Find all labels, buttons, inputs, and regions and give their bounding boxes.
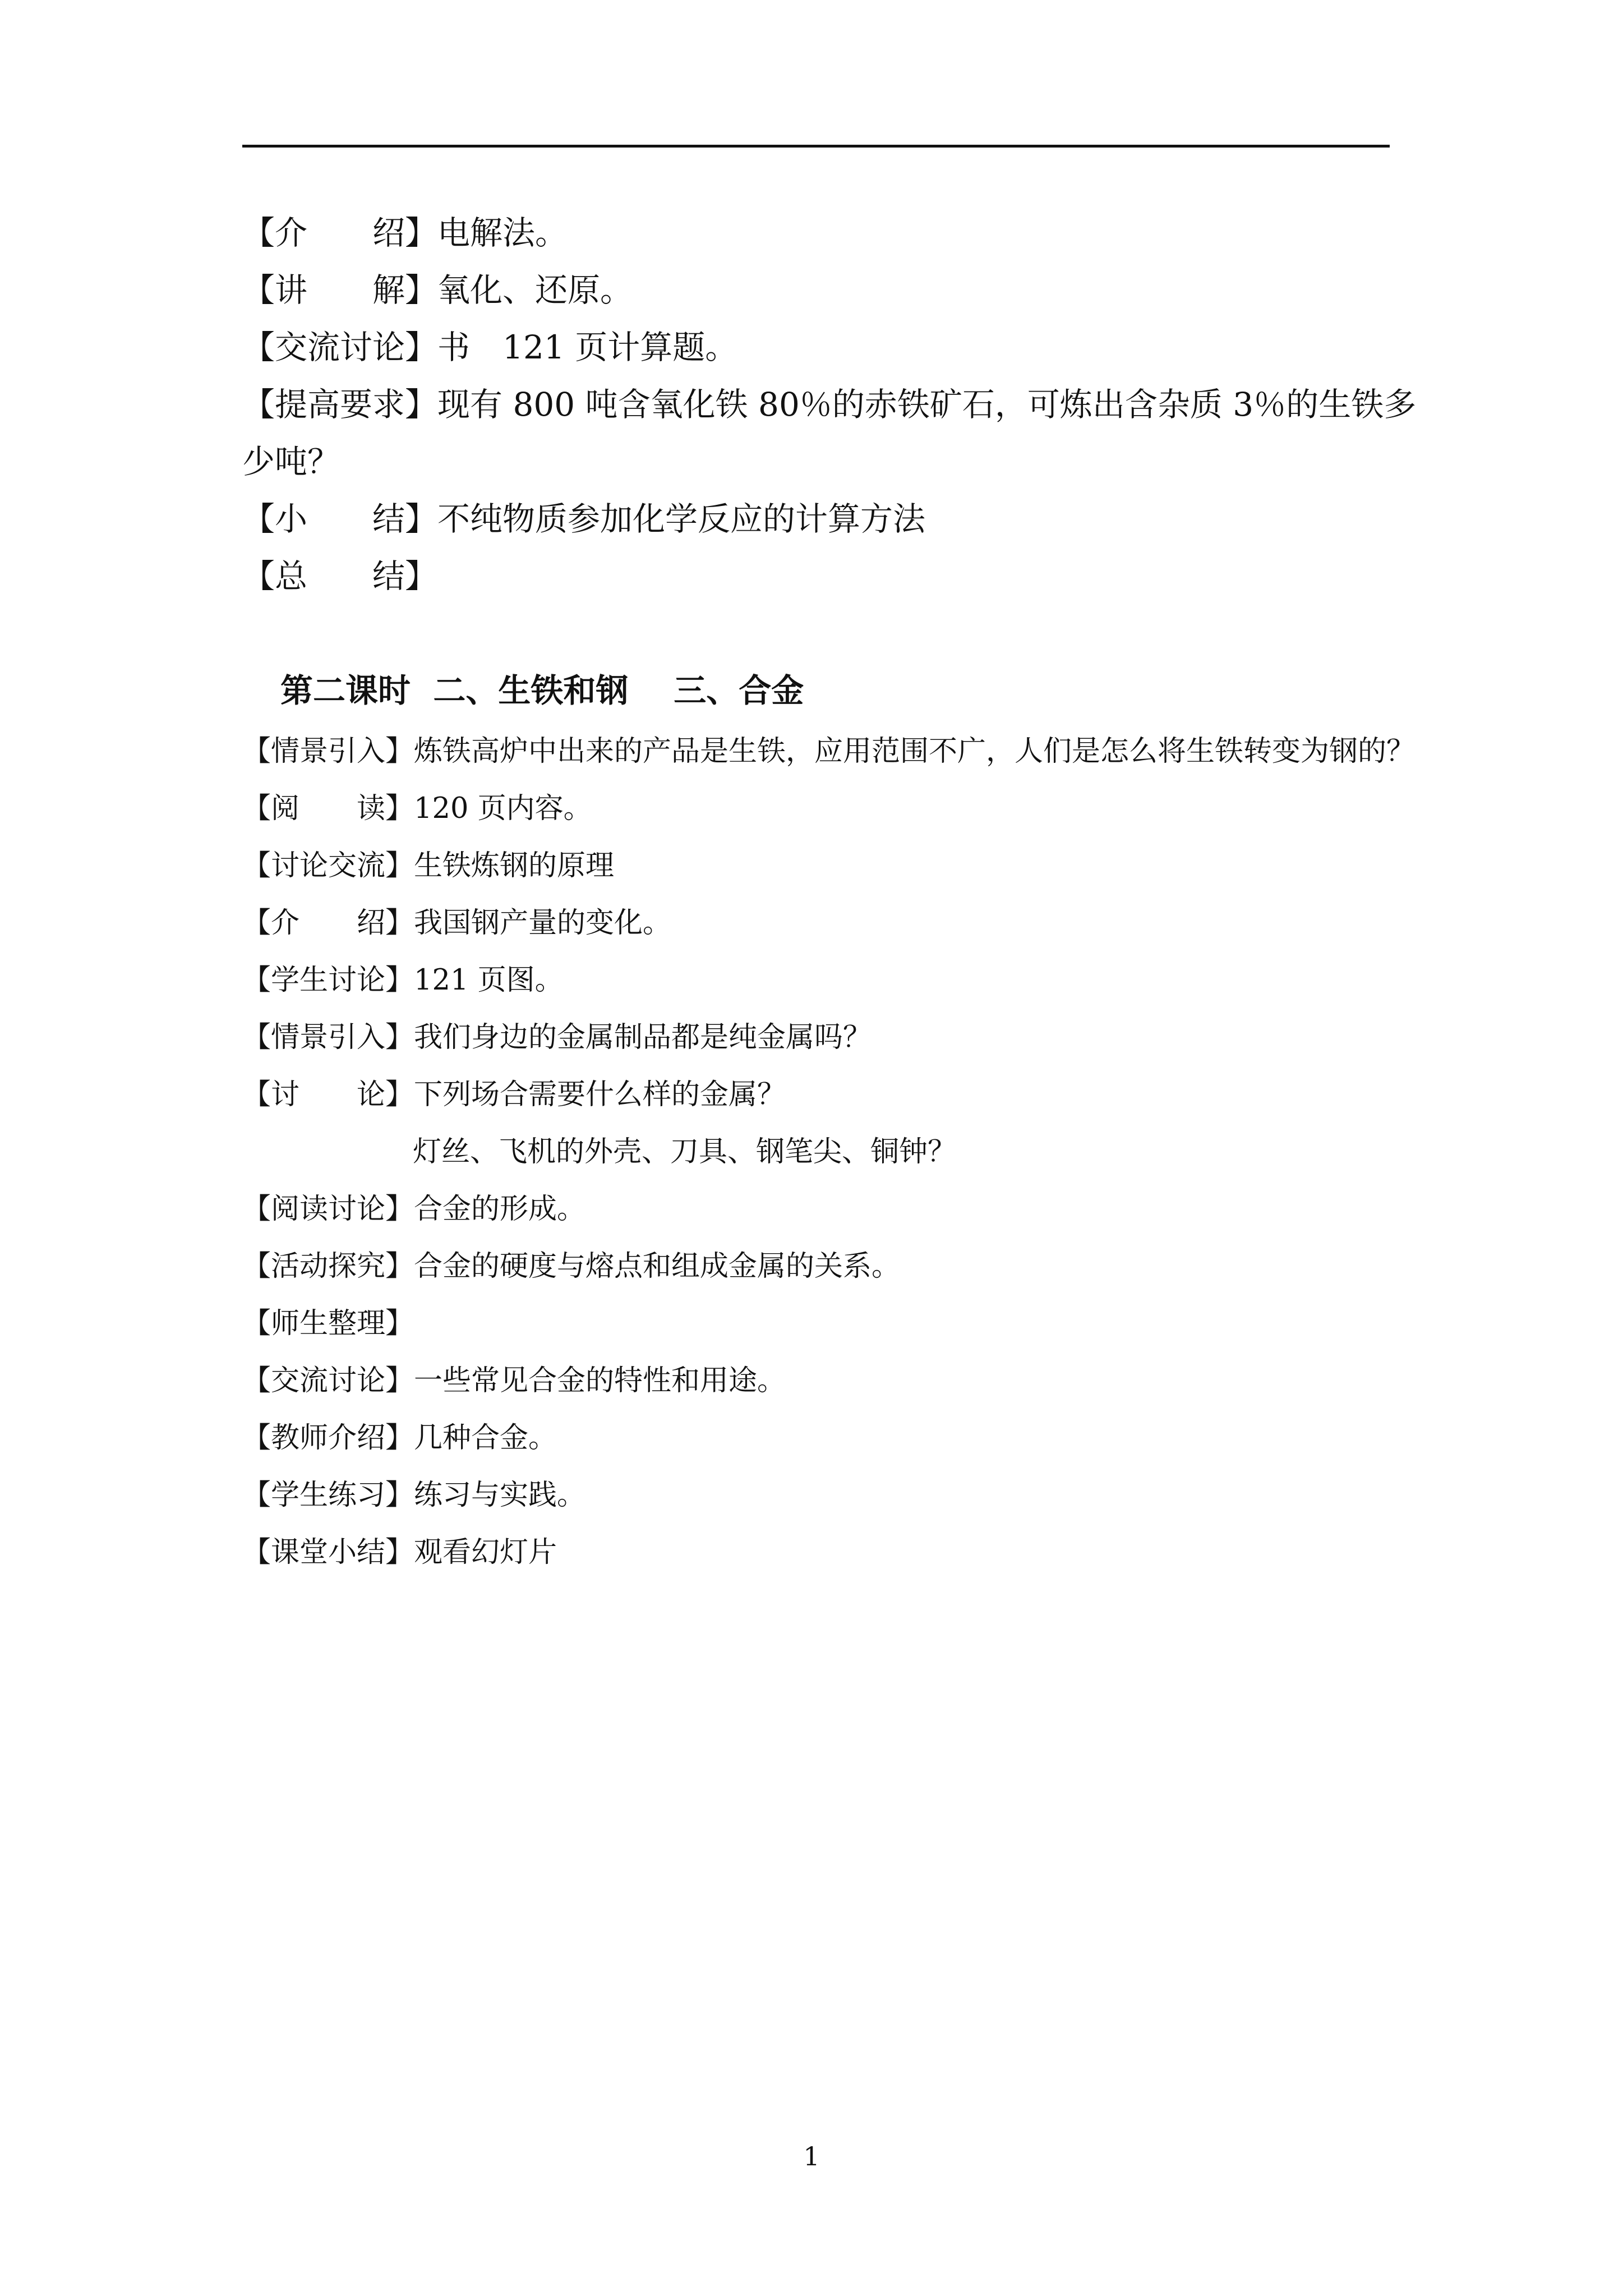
bracket-open: 【	[242, 907, 271, 940]
item-text: 生铁炼钢的原理	[414, 849, 615, 882]
list-item	[242, 966, 564, 995]
bracket-open: 【	[242, 500, 275, 538]
section-title	[280, 671, 804, 710]
bracket-close: 】	[385, 907, 414, 940]
page-number: 1	[803, 2141, 820, 2171]
item-text: 电解法。	[437, 214, 568, 252]
item-text: 一些常见合金的特性和用途。	[414, 1364, 786, 1397]
item-tag: 提高要求	[275, 385, 405, 424]
bracket-open: 【	[242, 328, 275, 366]
list-item	[242, 1252, 900, 1281]
item-text: 练习与实践。	[414, 1479, 586, 1512]
bracket-open: 【	[242, 1536, 271, 1569]
bracket-close: 】	[385, 1307, 414, 1340]
list-item	[242, 1366, 786, 1395]
list-item	[242, 1193, 586, 1226]
list-item	[242, 1481, 585, 1510]
item-text: 氧化、还原。	[437, 271, 633, 309]
bracket-open: 【	[242, 792, 271, 825]
bracket-close: 】	[385, 849, 414, 882]
list-item	[242, 271, 633, 309]
item-tag: 教师介绍	[271, 1421, 386, 1455]
item-tag: 学生讨论	[271, 964, 386, 997]
bracket-close: 】	[385, 1021, 414, 1054]
bracket-close: 】	[385, 964, 414, 997]
list-item	[242, 737, 1415, 766]
list-item	[242, 1309, 414, 1338]
item-tag: 总 结	[275, 557, 405, 595]
bracket-close: 】	[385, 1364, 414, 1397]
bracket-close: 】	[385, 1479, 414, 1512]
item-text: 我国钢产量的变化。	[414, 907, 672, 940]
item-text: 几种合金。	[414, 1421, 557, 1455]
item-tag: 活动探究	[271, 1250, 386, 1283]
bracket-open: 【	[242, 1421, 271, 1455]
list-item	[242, 1080, 786, 1109]
item-text: 合金的形成。	[414, 1193, 586, 1226]
item-tag: 学生练习	[271, 1479, 386, 1512]
item-tag: 交流讨论	[275, 328, 405, 366]
item-tag: 阅读讨论	[271, 1193, 386, 1226]
item-tag: 情景引入	[271, 1021, 386, 1054]
item-text: 书 121 页计算题。	[437, 328, 738, 366]
item-tag: 讲 解	[275, 271, 405, 309]
item-tag: 交流讨论	[271, 1364, 386, 1397]
item-text: 观看幻灯片	[414, 1536, 557, 1569]
bracket-close: 】	[405, 214, 438, 252]
bracket-open: 【	[242, 1364, 271, 1397]
list-item	[242, 907, 672, 940]
bracket-close: 】	[385, 1250, 414, 1283]
list-item	[242, 1421, 557, 1455]
bracket-close: 】	[385, 1078, 414, 1111]
bracket-open: 【	[242, 1078, 271, 1111]
item-tag: 师生整理	[271, 1307, 386, 1340]
item-tag: 阅 读	[271, 792, 386, 825]
item-text: 121 页图。	[414, 964, 564, 997]
bracket-close: 】	[385, 735, 414, 768]
bracket-close: 】	[405, 500, 438, 538]
header-rule	[242, 145, 1390, 148]
list-item	[242, 500, 926, 538]
bracket-close: 】	[385, 1193, 414, 1226]
item-tag: 讨 论	[271, 1078, 386, 1111]
item-tag: 小 结	[275, 500, 405, 538]
bracket-open: 【	[242, 964, 271, 997]
list-item	[242, 385, 1417, 424]
item-text: 不纯物质参加化学反应的计算方法	[437, 500, 926, 538]
item-text: 炼铁高炉中出来的产品是生铁，应用范围不广，人们是怎么将生铁转变为钢的？	[414, 735, 1415, 768]
list-item	[242, 328, 738, 366]
item-text: 我们身边的金属制品都是纯金属吗？	[414, 1021, 872, 1054]
bracket-close: 】	[385, 792, 414, 825]
list-item-continuation	[242, 443, 340, 481]
title-part-alloy: 三、合金	[674, 671, 804, 710]
bracket-close: 】	[385, 1536, 414, 1569]
bracket-open: 【	[242, 214, 275, 252]
bracket-close: 】	[385, 1421, 414, 1455]
bracket-open: 【	[242, 735, 271, 768]
title-part-steel: 二、生铁和钢	[433, 671, 629, 710]
bracket-open: 【	[242, 1250, 271, 1283]
bracket-open: 【	[242, 385, 275, 424]
item-tag: 介 绍	[271, 907, 386, 940]
bracket-open: 【	[242, 271, 275, 309]
item-text: 少吨？	[242, 443, 340, 481]
bracket-open: 【	[242, 1021, 271, 1054]
list-item	[242, 214, 568, 252]
list-item	[242, 1023, 872, 1052]
list-item	[242, 1538, 557, 1567]
bracket-close: 】	[405, 328, 438, 366]
item-tag: 情景引入	[271, 735, 386, 768]
item-tag: 介 绍	[275, 214, 405, 252]
bracket-open: 【	[242, 1307, 271, 1340]
item-text: 120 页内容。	[414, 792, 592, 825]
bracket-open: 【	[242, 1479, 271, 1512]
bracket-close: 】	[405, 385, 438, 424]
bracket-open: 【	[242, 1193, 271, 1226]
list-item	[242, 794, 592, 823]
list-item	[242, 849, 615, 882]
item-text: 下列场合需要什么样的金属？	[414, 1078, 786, 1111]
title-lesson: 第二课时	[280, 671, 411, 710]
item-tag: 课堂小结	[271, 1536, 386, 1569]
list-item-continuation	[413, 1135, 957, 1168]
bracket-open: 【	[242, 557, 275, 595]
bracket-close: 】	[405, 557, 438, 595]
bracket-close: 】	[405, 271, 438, 309]
bracket-open: 【	[242, 849, 271, 882]
list-item	[242, 557, 438, 595]
item-text: 合金的硬度与熔点和组成金属的关系。	[414, 1250, 901, 1283]
item-text: 灯丝、飞机的外壳、刀具、钢笔尖、铜钟？	[413, 1135, 957, 1168]
item-tag: 讨论交流	[271, 849, 386, 882]
item-text: 现有 800 吨含氧化铁 80％的赤铁矿石，可炼出含杂质 3％的生铁多	[437, 385, 1417, 424]
